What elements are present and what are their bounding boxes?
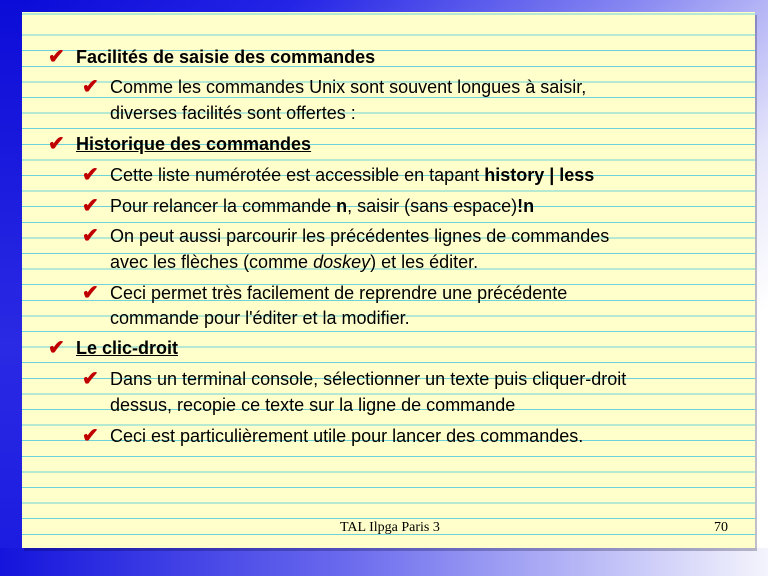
sub-item-continuation-text: commande pour l'éditer et la modifier. — [110, 308, 410, 328]
check-bullet-icon: ✔ — [82, 368, 99, 390]
command-history-less: history | less — [484, 165, 595, 185]
heading-historique: Historique des commandes — [76, 134, 312, 154]
check-bullet-icon: ✔ — [82, 425, 99, 447]
sub-item-utile — [82, 425, 584, 447]
sub-item-text: Pour relancer la commande — [110, 196, 337, 216]
check-bullet-icon: ✔ — [82, 164, 99, 186]
sub-item-text: Ceci est particulièrement utile pour lancer des commandes. — [110, 426, 584, 446]
footer-center: TAL Ilpga Paris 3 — [340, 520, 440, 535]
sub-item-text: Comme les commandes Unix sont souvent longues à saisir, — [110, 77, 587, 97]
sub-item-continuation — [110, 251, 478, 273]
heading-clic-droit: Le clic-droit — [76, 338, 179, 358]
sub-item-continuation — [110, 102, 356, 124]
sub-item-terminal — [82, 368, 627, 390]
doskey-term: doskey — [313, 252, 371, 272]
sub-item-text: Ceci permet très facilement de reprendre une précédente — [110, 283, 568, 303]
bullet-item-clic-droit — [48, 337, 179, 359]
sub-item-longues — [82, 76, 587, 98]
check-bullet-icon: ✔ — [82, 282, 99, 304]
bullet-item-facilites — [48, 46, 376, 68]
sub-item-continuation-text: dessus, recopie ce texte sur la ligne de commande — [110, 395, 516, 415]
sub-item-text: Cette liste numérotée est accessible en tapant — [110, 165, 485, 185]
sub-item-continuation-text: diverses facilités sont offertes : — [110, 103, 356, 123]
sub-item-text: On peut aussi parcourir les précédentes lignes de commandes — [110, 226, 610, 246]
lined-notepad — [22, 12, 755, 548]
bottom-frame-band — [0, 548, 768, 576]
sub-item-relancer — [82, 195, 535, 217]
page-number: 70 — [714, 520, 728, 535]
bullet-item-historique — [48, 133, 312, 155]
sub-item-text-mid: , saisir (sans espace) — [347, 196, 518, 216]
heading-facilites: Facilités de saisie des commandes — [76, 47, 376, 67]
check-bullet-icon: ✔ — [48, 133, 65, 155]
check-bullet-icon: ✔ — [82, 225, 99, 247]
check-bullet-icon: ✔ — [82, 195, 99, 217]
sub-item-continuation — [110, 394, 515, 416]
check-bullet-icon: ✔ — [82, 76, 99, 98]
sub-item-continuation-text: ) et les éditer. — [370, 252, 479, 272]
sub-item-text: Dans un terminal console, sélectionner un texte puis cliquer-droit — [110, 369, 627, 389]
check-bullet-icon: ✔ — [48, 46, 65, 68]
check-bullet-icon: ✔ — [48, 337, 65, 359]
sub-item-history — [82, 164, 595, 186]
sub-item-parcourir — [82, 225, 610, 247]
sub-item-ceci-permet — [82, 282, 568, 304]
command-n: n — [336, 196, 348, 216]
sub-item-continuation-text: avec les flèches (comme — [110, 252, 314, 272]
sub-item-continuation — [110, 307, 410, 329]
command-bang-n: !n — [517, 196, 535, 216]
left-frame-band — [0, 0, 22, 576]
